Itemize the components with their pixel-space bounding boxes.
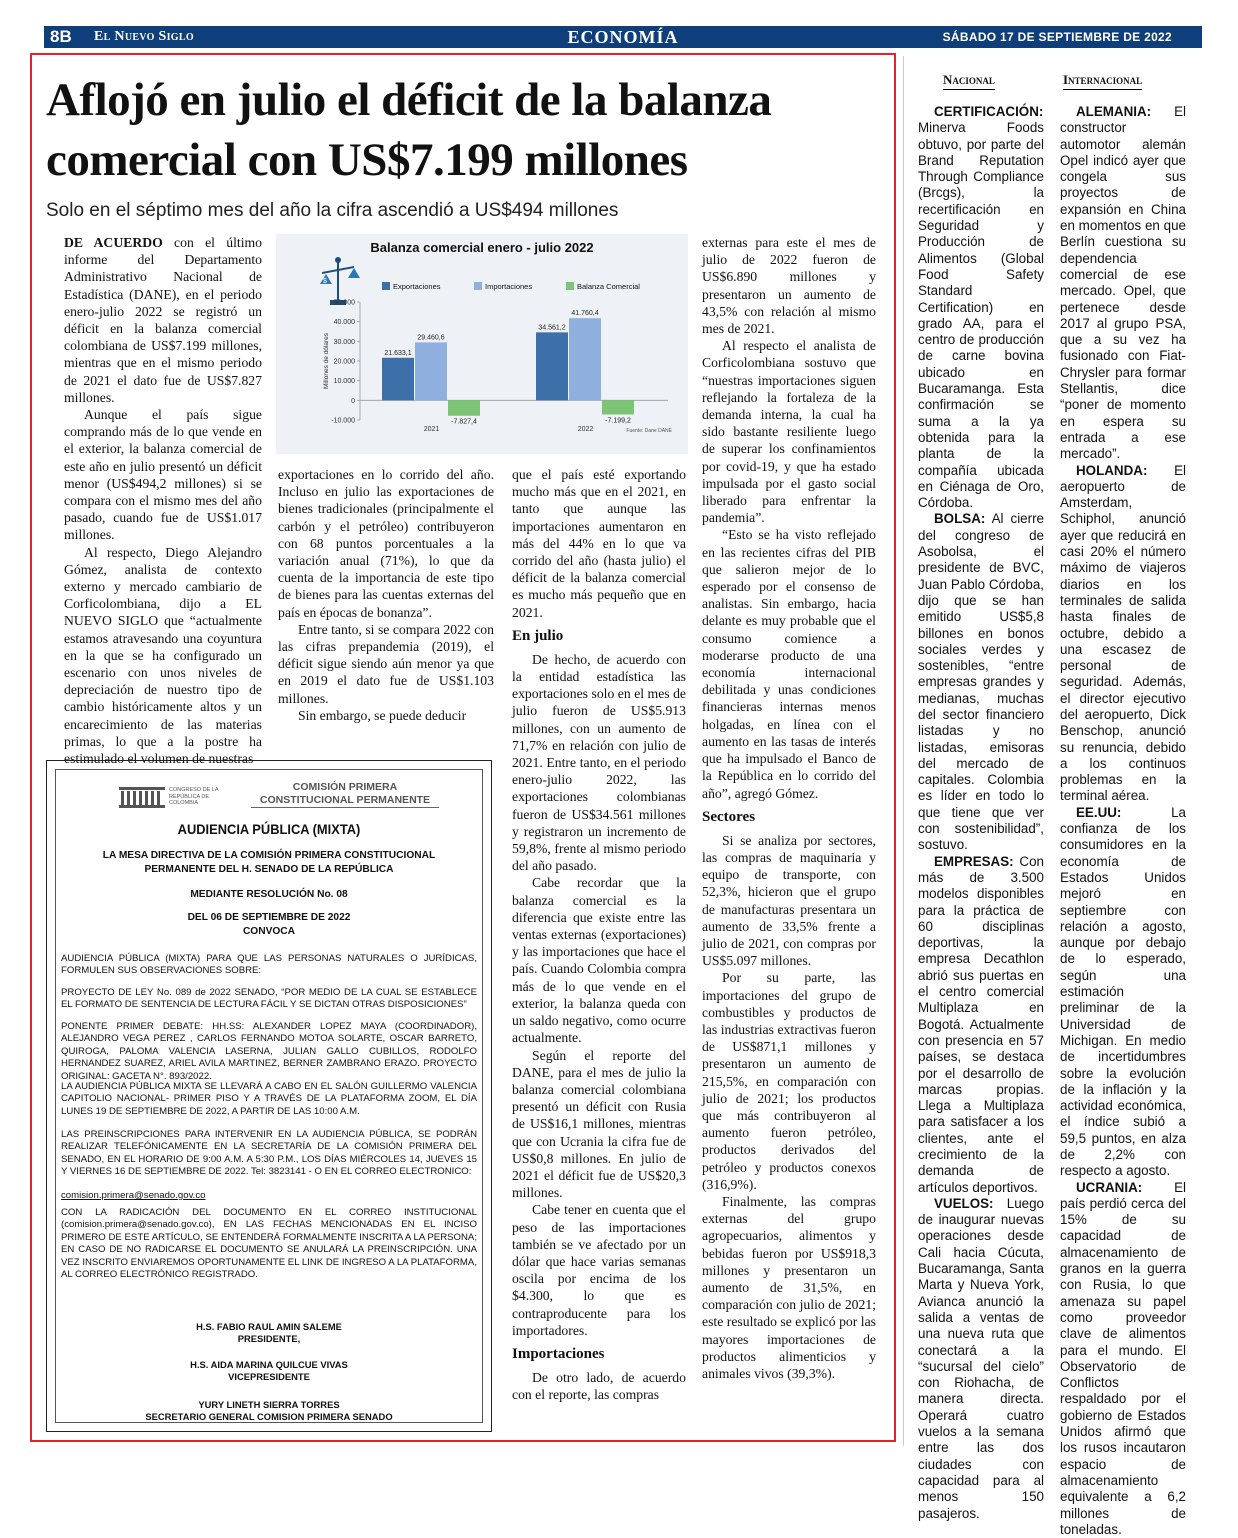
y-tick-label: 50.000: [333, 299, 355, 307]
paragraph: Sin embargo, se puede deducir: [298, 707, 467, 723]
bar-balanza-comercial: [448, 400, 480, 415]
y-tick-label: 40.000: [333, 319, 355, 327]
public-hearing-notice: [46, 760, 492, 1432]
signer-role: PRESIDENTE,: [237, 1333, 301, 1345]
brief-text: Luego de inaugurar nuevas operaciones desde Cali hacia Cúcuta, Bucaramanga, Santa Marta y Nueva York, Avianca anunció la salida a ventas de una nueva ruta que conectará a la “sucursal del cielo” con Riohacha, de manera directa. Operará cuatro vuelos a la semana entre las dos ciudades con capacidad para al menos 150 pasajeros.: [918, 1195, 1044, 1521]
bar-exportaciones: [382, 358, 414, 401]
subheading: Importaciones: [512, 1345, 605, 1362]
capitol-icon: [117, 783, 167, 809]
x-category-label: 2021: [423, 426, 440, 433]
paragraph: Por su parte, las importaciones del grupo de combustibles y productos de las industrias extractivas fueron de US$871,1 millones y presentaron un aumento de 215,5%, en comparación con julio de 2021; los productos que más contribuyeron al aumento fueron petróleo, productos derivados del petróleo y productos conexos (316,9%).: [702, 970, 876, 1192]
issue-date: SÁBADO 17 DE SEPTIEMBRE DE 2022: [942, 30, 1172, 44]
signer-name: H.S. FABIO RAUL AMIN SALEME: [196, 1321, 342, 1332]
y-tick-label: 10.000: [333, 378, 355, 386]
article-headline: Aflojó en julio el déficit de la balanza comercial con US$7.199 millones: [46, 74, 772, 186]
chart-title: Balanza comercial enero - julio 2022: [370, 240, 594, 255]
x-category-label: 2022: [577, 426, 594, 433]
notice-paragraph: PONENTE PRIMER DEBATE: HH.SS: ALEXANDER LOPEZ MAYA (COORDINADOR), ALEJANDRO VEGA PEREZ , CARLOS FERNANDO MOTOA SOLARTE, OSCAR BARRETO, QUIROGA, PALOMA VALENCIA LASERNA, JULIAN GALLO CUBILLOS, RODOLFO HERNANDEZ SUAREZ, ARIEL AVILA MARTINEZ, BERNER ZAMBRANO ERAZO. PROYECTO ORIGINAL: GACETA N°. 893/2022.: [61, 1021, 477, 1082]
notice-resolution: MEDIANTE RESOLUCIÓN No. 08: [190, 889, 348, 900]
data-label: -7.199,2: [605, 417, 631, 425]
signature-president: [47, 1321, 491, 1346]
commission-logo-line2: CONSTITUCIONAL PERMANENTE: [251, 794, 439, 808]
chart-source: Fuente: Dane DANE: [626, 428, 672, 434]
brief-text: El aeropuerto de Amsterdam, Schiphol, anunció ayer que reducirá en casi 20% el número máximo de viajeros diarios en los terminales de salida hasta finales de octubre, debido a una escasez de personal de seguridad. Además, el director ejecutivo del aeropuerto, Dick Benschop, anunció su renuncia, debido a los continuos problemas en la terminal aérea.: [1060, 462, 1186, 804]
paragraph: De otro lado, de acuerdo con el reporte, las compras: [512, 1369, 686, 1403]
notice-paragraph: AUDIENCIA PÚBLICA (MIXTA) PARA QUE LAS PERSONAS NATURALES O JURÍDICAS, FORMULEN SUS OBSERVACIONES SOBRE:: [61, 953, 477, 977]
paragraph: Finalmente, las compras externas del grupo agropecuarios, alimentos y bebidas fueron por US$918,3 millones y presentaron un aumento de 31,5%, en comparación con julio de 2021; este resultado se explicó por las mayores importaciones de productos alimenticios y animales vivos (39,3%).: [702, 1193, 876, 1381]
signer-role: VICEPRESIDENTE: [228, 1371, 310, 1383]
y-axis-label: Millones de dólares: [323, 332, 330, 390]
brief-key: HOLANDA:: [1076, 462, 1148, 478]
sidebar-heading-internacional: Internacional: [1063, 72, 1142, 90]
subheading: En julio: [512, 627, 564, 644]
page-header-bar: [44, 26, 1202, 48]
brief-key: EE.UU:: [1076, 804, 1122, 820]
congress-logo-text: CONGRESO DE LA REPÚBLICA DE COLOMBIA: [169, 787, 219, 806]
signature-vicepresident: [47, 1359, 491, 1384]
sidebar-divider: [903, 56, 904, 1446]
paragraph: Según el reporte del DANE, para el mes de julio la balanza comercial colombiana presentó un déficit con Rusia de US$16,1 millones, mientras que con Ucrania la cifra fue de US$0,8 millones. En julio de 2021 el déficit fue de US$20,3 millones.: [512, 1047, 686, 1201]
paragraph: De hecho, de acuerdo con la entidad estadística las exportaciones solo en el mes de julio fueron de US$5.913 millones, con un aumento de 71,7% en relación con julio de 2021. Entre tanto, en el periodo enero-julio 2022, las exportaciones colombianas fueron de US$34.561 millones y registraron un incremento de 59,8%, frente al mismo periodo del año pasado.: [512, 651, 686, 874]
legend-importaciones: Importaciones: [474, 282, 532, 291]
commission-logo: [251, 781, 439, 808]
signer-name: YURY LINETH SIERRA TORRES: [198, 1399, 340, 1410]
paragraph: Al respecto el analista de Corficolombiana sostuvo que “nuestras importaciones siguen reflejando la fortaleza de la demanda interna, la cual ha sido bastante resiliente luego de superar los confinamientos por covid-19, y que ha estado impulsada por el gasto social liberado para enfrentar la pandemia”.: [702, 338, 876, 526]
signer-role: SECRETARIO GENERAL COMISION PRIMERA SENADO: [145, 1411, 393, 1423]
brief-key: BOLSA:: [934, 511, 986, 527]
svg-text:$: $: [323, 278, 327, 285]
article-column-1: [64, 234, 262, 767]
paragraph: Cabe recordar que la balanza comercial es la diferencia que existe entre las ventas externas (exportaciones) y las importaciones que hace el país. Cuando Colombia compra más de lo que vende en el exterior, la balanza queda con un saldo negativo, como ocurre actualmente.: [512, 875, 686, 1046]
brief-key: EMPRESAS:: [934, 853, 1014, 869]
paragraph: Si se analiza por sectores, las compras de maquinaria y equipo de transporte, con 52,3%, hicieron que el grupo de manufacturas presentara un aumento de 33,5% frente a julio de 2021, con compras por US$5.097 millones.: [702, 832, 876, 969]
sidebar-internacional-column: [1060, 104, 1186, 1537]
data-label: 34.561,2: [538, 324, 566, 332]
bar-importaciones: [569, 318, 601, 400]
bar-importaciones: [415, 342, 447, 400]
brief-key: ALEMANIA:: [1076, 104, 1152, 119]
paragraph: exportaciones en lo corrido del año. Incluso en julio las exportaciones de bienes tradicionales (principalmente el carbón y el petróleo) contribuyeron con 68 puntos porcentuales a la variación anual (71%), lo que da cuenta de la importancia de este tipo de bienes para las cuentas externas del país en épocas de bonanza”.: [278, 467, 494, 620]
y-tick-label: 0: [351, 397, 355, 405]
article-column-2: [278, 466, 494, 748]
signer-name: H.S. AIDA MARINA QUILCUE VIVAS: [190, 1359, 348, 1370]
commission-logo-line1: COMISIÓN PRIMERA: [292, 781, 398, 793]
y-tick-label: -10.000: [331, 417, 355, 425]
newspaper-name: El Nuevo Siglo: [94, 29, 194, 44]
notice-paragraph: CON LA RADICACIÓN DEL DOCUMENTO EN EL CORREO INSTITUCIONAL (comision.primera@senado.gov.co), EN LAS FECHAS MENCIONADAS EN EL INCISO PRIMERO DE ESTE ARTÍCULO, SE ENTENDERÁ FORMALMENTE INSCRITA A LA PERSONA; EN CASO DE NO RADICARSE EL DOCUMENTO SE ANULARÁ LA PREINSCRIPCIÓN. UNA VEZ INSCRITO ENVIAREMOS OPORTUNAMENTE EL LINK DE INGRESO A LA PLATAFORMA, AL CORREO ELECTRÓNICO REGISTRADO.: [61, 1207, 477, 1281]
legend-balanza: Balanza Comercial: [566, 282, 640, 291]
y-tick-label: 20.000: [333, 358, 355, 366]
brief-text: Con más de 3.500 modelos disponibles para la práctica de 60 disciplinas deportivas, la empresa Decathlon abrió sus puertas en el centro comercial Multiplaza en Bogotá. Actualmente con presencia en 57 países, se destaca por el desarrollo de marcas propias. Llega a Multiplaza para satisfacer a los clientes, ante el crecimiento de la demanda de artículos deportivos.: [918, 853, 1044, 1195]
notice-paragraph: LA AUDIENCIA PÚBLICA MIXTA SE LLEVARÁ A CABO EN EL SALÓN GUILLERMO VALENCIA CAPITOLIO NACIONAL- PRIMER PISO Y A TRAVÉS DE LA PLATAFORMA ZOOM, EL DÍA LUNES 19 DE SEPTIEMBRE DE 2022, A PARTIR DE LAS 10:00 A.M.: [61, 1081, 477, 1117]
notice-subtitle: LA MESA DIRECTIVA DE LA COMISIÓN PRIMERA CONSTITUCIONAL PERMANENTE DEL H. SENADO DE LA REPÚBLICA: [102, 850, 436, 875]
data-label: 41.760,4: [571, 310, 599, 318]
legend-exportaciones: Exportaciones: [382, 282, 441, 291]
section-name: ECONOMÍA: [567, 27, 679, 47]
notice-email-link[interactable]: comision.primera@senado.gov.co: [61, 1190, 206, 1201]
page-number: 8B: [50, 27, 72, 46]
article-lead-word: DE ACUERDO: [64, 235, 163, 250]
signature-secretary: [47, 1399, 491, 1424]
paragraph: Cabe tener en cuenta que el peso de las importaciones también se ve afectado por un dólar que hace varias semanas oscila por encima de los $4.300, lo que es contraproducente para los importadores.: [512, 1202, 686, 1338]
article-subhead: Solo en el séptimo mes del año la cifra ascendió a US$494 millones: [46, 200, 619, 221]
paragraph: que el país esté exportando mucho más que en el 2021, en tanto que aunque las importaciones aumentaron en más del 44% en lo que va corrido del año (hasta julio) el déficit de la balanza comercial es mucho más pequeño que en 2021.: [512, 467, 686, 620]
notice-date: DEL 06 DE SEPTIEMBRE DE 2022 CONVOCA: [187, 912, 351, 937]
subheading: Sectores: [702, 808, 756, 825]
brief-text: Minerva Foods obtuvo, por parte del Brand Reputation Through Compliance (Brcgs), la recertificación en Seguridad y Producción de Alimentos (Global Food Safety Standard Certification) en grado AA, para el centro de producción de carne bovina ubicado en Bucaramanga. Esta confirmación se suma a la ya obtenida para la planta de la compañía ubicada en Ciénaga de Oro, Córdoba.: [918, 120, 1044, 511]
sidebar-nacional-column: [918, 104, 1044, 1521]
notice-paragraph: PROYECTO DE LEY No. 089 de 2022 SENADO, “POR MEDIO DE LA CUAL SE ESTABLECE EL FORMATO DE SENTENCIA DE LECTURA FÁCIL Y SE DICTAN OTRAS DISPOSICIONES”: [61, 987, 477, 1011]
bar-exportaciones: [536, 332, 568, 400]
notice-title: AUDIENCIA PÚBLICA (MIXTA): [177, 821, 361, 837]
brief-text: El país perdió cerca del 15% de su capacidad de almacenamiento de granos en la guerra con Rusia, lo que amenaza su papel como proveedor clave de alimentos para el mundo. El Observatorio de Conflictos respaldado por el gobierno de Estados Unidos afirmó que los rusos incautaron espacio de almacenamiento equivalente a 6,2 millones de toneladas.: [1060, 1179, 1186, 1537]
chart-plot: [276, 234, 688, 454]
data-label: 29.460,6: [417, 334, 445, 342]
paragraph: “Esto se ha visto reflejado en las recientes cifras del PIB que salieron mejor de lo esperado por el consenso de analistas. Sin embargo, hacia delante es muy probable que el consumo comience a moderarse producto de una economía internacional debilitada y unas condiciones financieras internas menos holgadas, en línea con el aumento en las tasas de interés que ha impulsado el Banco de la República en lo corrido del año”, agregó Gómez.: [702, 527, 876, 801]
bar-balanza-comercial: [602, 400, 634, 414]
data-label: -7.827,4: [451, 418, 477, 426]
sidebar-heading-nacional: Nacional: [943, 72, 995, 90]
congress-logo: [117, 779, 225, 815]
article-column-4: [702, 234, 876, 1440]
brief-text: El constructor automotor alemán Opel indicó ayer que congela sus proyectos de expansión en China en momentos en que Berlín cuestiona su dependencia comercial de ese mercado. Opel, que pertenece desde 2017 al grupo PSA, que a su vez ha fusionado con Fiat-Chrysler para formar Stellantis, dice “poner de momento en espera su entrada a ese mercado”.: [1060, 104, 1186, 462]
brief-text: La confianza de los consumidores en la economía de Estados Unidos mejoró en septiembre con relación a agosto, aunque por debajo de lo esperado, según una estimación preliminar de la Universidad de Michigan. En medio de incertidumbres sobre la evolución de la inflación y la actividad económica, el índice subió a 59,5 puntos, en alza de 2,2% con respecto a agosto.: [1060, 804, 1186, 1179]
trade-balance-chart: [276, 234, 688, 454]
brief-key: UCRANIA:: [1076, 1179, 1143, 1195]
brief-key: VUELOS:: [934, 1195, 994, 1211]
brief-text: Al cierre del congreso de Asobolsa, el presidente de BVC, Juan Pablo Córdoba, dijo que se han emitido US$5,8 billones en bonos sociales verdes y sostenibles, “entre empresas grandes y medianas, muchas del sector financiero listadas y no listadas, emisoras del mercado de capitales. Colombia es líder en todo lo que tiene que ver con sostenibilidad”, sostuvo.: [918, 511, 1044, 853]
paragraph: externas para este el mes de julio de 2022 fueron de US$6.890 millones y presentaron un aumento de 43,5% con relación al mismo mes de 2021.: [702, 235, 876, 337]
paragraph: Aunque el país sigue comprando más de lo que vende en el exterior, la balanza comercial de este año en julio presentó un déficit menor (US$494,2 millones) si se compara con el mismo mes del año pasado, cuando fue de US$1.017 millones.: [64, 407, 262, 543]
paragraph: con el último informe del Departamento Administrativo Nacional de Estadística (DANE), en el periodo enero-julio 2022 se registró un déficit en la balanza comercial colombiana de US$7.199 millones, mientras que en el mismo periodo de 2021 el dato fue de US$7.827 millones.: [64, 235, 262, 405]
brief-key: CERTIFICACIÓN:: [934, 104, 1044, 119]
y-tick-label: 30.000: [333, 338, 355, 346]
article-column-3: [512, 466, 686, 1440]
notice-paragraph: LAS PREINSCRIPCIONES PARA INTERVENIR EN LA AUDIENCIA PÚBLICA, SE PODRÁN REALIZAR TELEFÓNICAMENTE EN LA SECRETARÍA DE LA COMISIÓN PRIMERA DEL SENADO, EN EL HORARIO DE 9:00 A.M. A 5:30 P.M., LOS DÍAS MIÉRCOLES 14, JUEVES 15 Y VIERNES 16 DE SEPTIEMBRE DE 2022. Tel: 3823141 - O EN EL CORREO ELECTRONICO:: [61, 1129, 477, 1178]
data-label: 21.633,1: [384, 349, 412, 357]
paragraph: Entre tanto, si se compara 2022 con las cifras prepandemia (2019), el déficit sigue siendo aún menor ya que en 2019 el dato fue de US$1.103 millones.: [278, 621, 494, 706]
paragraph: Al respecto, Diego Alejandro Gómez, analista de contexto externo y mercado cambiario de Corficolombiana, dijo a EL NUEVO SIGLO que “actualmente estamos atravesando una coyuntura en la que se ha configurado un escenario con unos niveles de depreciación de nuestro tipo de cambio históricamente altos y un encarecimiento de las materias primas, lo que a la postre ha estimulado el volumen de nuestras: [64, 544, 262, 767]
